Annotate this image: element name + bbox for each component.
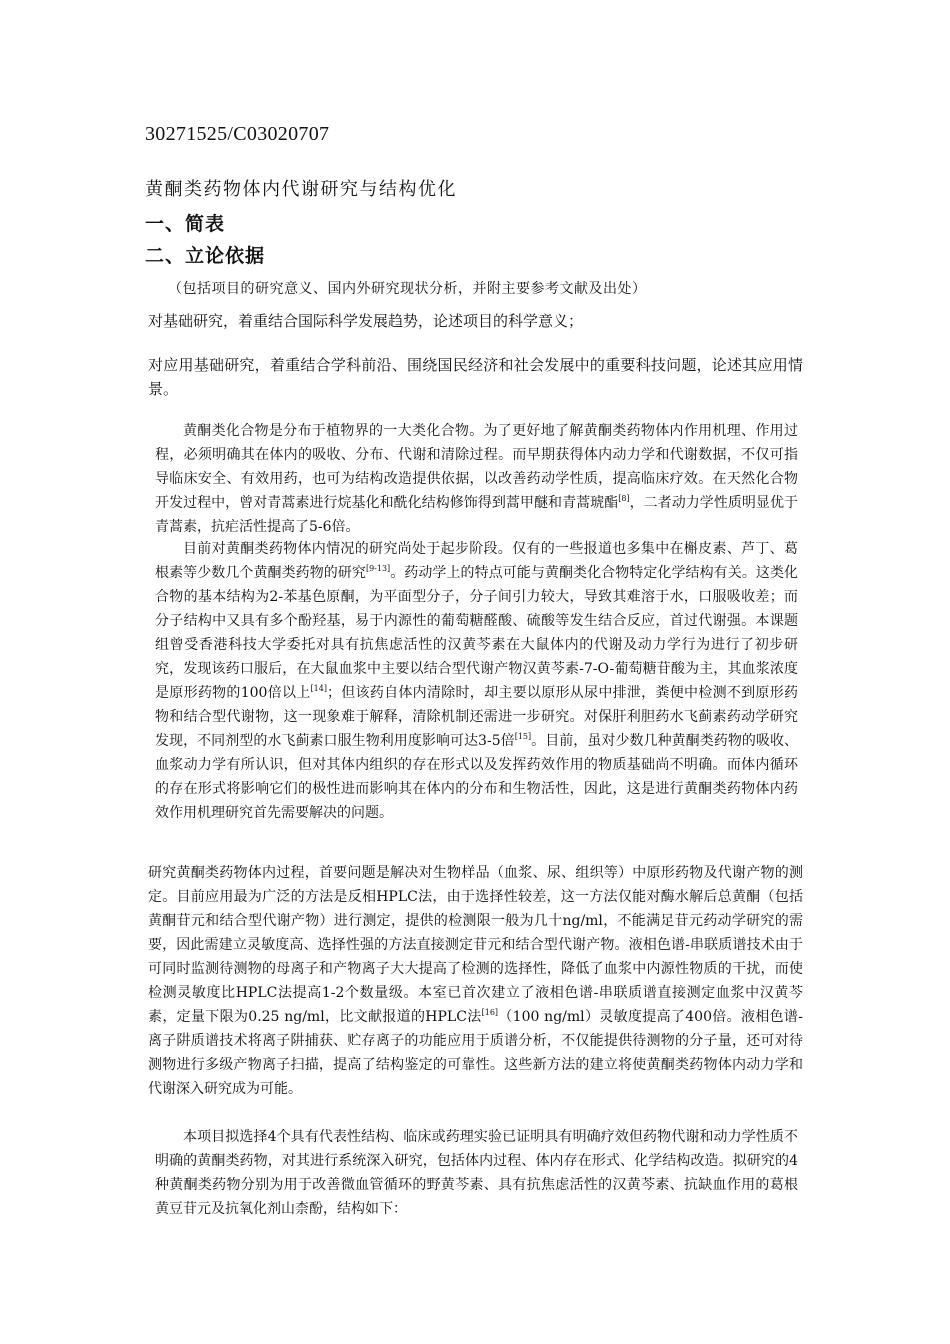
paragraph-3 [148, 861, 803, 1101]
paragraph-3-text-b: （100 ng/ml）灵敏度提高了400倍。液相色谱-离子阱质谱技术将离子阱捕获、贮存离子的功能应用于质谱分析，不仅能提供待测物的分子量，还可对待测物进行多级产物离子扫描，提高了结构鉴定的可靠性。这些新方法的建立将使黄酮类药物体内动力学和代谢深入研究成为可能。 [148, 1009, 803, 1097]
paragraph-1-text-b: ，二者动力学性质明显优于青蒿素，抗疟活性提高了5-6倍。 [155, 495, 799, 535]
paragraph-3-text-a: 研究黄酮类药物体内过程，首要问题是解决对生物样品（血浆、尿、组织等）中原形药物及代谢产物的测定。目前应用最为广泛的方法是反相HPLC法，由于选择性较差，这一方法仅能对酶水解后总黄酮（包括黄酮苷元和结合型代谢产物）进行测定，提供的检测限一般为几十ng/ml，不能满足苷元药动学研究的需要，因此需建立灵敏度高、选择性强的方法直接测定苷元和结合型代谢产物。液相色谱-串联质谱技术由于可同时监测待测物的母离子和产物离子大大提高了检测的选择性，降低了血浆中内源性物质的干扰，而使检测灵敏度比HPLC法提高1-2个数量级。本室已首次建立了液相色谱-串联质谱直接测定血浆中汉黄芩素，定量下限为0.25 ng/ml，比文献报道的HPLC法 [148, 865, 803, 1025]
paragraph-2-text-c: ；但该药自体内清除时，却主要以原形从尿中排泄，粪便中检测不到原形药物和结合型代谢物，这一现象难于解释，清除机制还需进一步研究。对保肝利胆药水飞蓟素药动学研究发现，不同剂型的水飞蓟素口服生物利用度影响可达3-5倍 [155, 685, 798, 749]
citation-ref: [15] [514, 732, 532, 741]
paragraph-2-text-b: 。药动学上的特点可能与黄酮类化合物特定化学结构有关。这类化合物的基本结构为2-苯基色原酮，为平面型分子，分子间引力较大，导致其难溶于水，口服吸收差；而分子结构中又具有多个酚羟基，易于内源性的葡萄糖醛酸、硫酸等发生结合反应，首过代谢强。本课题组曾受香港科技大学委托对具有抗焦虑活性的汉黄芩素在大鼠体内的代谢及动力学行为进行了初步研究，发现该药口服后，在大鼠血浆中主要以结合型代谢产物汉黄芩素-7-O-葡萄糖苷酸为主，其血浆浓度是原形药物的100倍以上 [155, 565, 799, 701]
section-heading-rationale: 二、立论依据 [145, 245, 266, 267]
paragraph-2 [155, 537, 798, 825]
section-heading-summary: 一、简表 [145, 213, 226, 235]
guidance-basic [148, 309, 803, 333]
paragraph-2-text-a: 目前对黄酮类药物体内情况的研究尚处于起步阶段。仅有的一些报道也多集中在槲皮素、芦丁、葛根素等少数几个黄酮类药物的研究 [155, 541, 798, 581]
paragraph-4 [155, 1125, 798, 1221]
paragraph-1-text-a: 黄酮类化合物是分布于植物界的一大类化合物。为了更好地了解黄酮类药物体内作用机理、作用过程，必须明确其在体内的吸收、分布、代谢和清除过程。而早期获得体内动力学和代谢数据，不仅可指导临床安全、有效用药，也可为结构改造提供依据，以改善药动学性质，提高临床疗效。在天然化合物开发过程中，曾对青蒿素进行烷基化和酰化结构修饰得到蒿甲醚和青蒿琥酯 [155, 423, 798, 511]
guidance-basic-text: 对基础研究，着重结合国际科学发展趋势，论述项目的科学意义； [148, 312, 584, 330]
section-note: （包括项目的研究意义、国内外研究现状分析，并附主要参考文献及出处） [168, 281, 647, 297]
paragraph-4-text: 本项目拟选择4个具有代表性结构、临床或药理实验已证明具有明确疗效但药物代谢和动力学性质不明确的黄酮类药物，对其进行系统深入研究，包括体内过程、体内存在形式、化学结构改造。拟研究的4种黄酮类药物分别为用于改善微血管循环的野黄芩素、具有抗焦虑活性的汉黄芩素、抗缺血作用的葛根黄豆苷元及抗氧化剂山柰酚，结构如下： [155, 1129, 798, 1217]
paragraph-1 [155, 419, 798, 539]
document-id: 30271525/C03020707 [145, 123, 330, 145]
document-title: 黄酮类药物体内代谢研究与结构优化 [145, 179, 457, 200]
citation-ref: [14] [310, 684, 327, 693]
guidance-applied [148, 353, 803, 401]
guidance-applied-text: 对应用基础研究，着重结合学科前沿、围绕国民经济和社会发展中的重要科技问题，论述其应用情景。 [148, 356, 803, 398]
paragraph-2-text-d: 。目前，虽对少数几种黄酮类药物的吸收、血浆动力学有所认识，但对其体内组织的存在形式以及发挥药效作用的物质基础尚不明确。而体内循环的存在形式将影响它们的极性进而影响其在体内的分布和生物活性，因此，这是进行黄酮类药物体内药效作用机理研究首先需要解决的问题。 [155, 733, 799, 821]
citation-ref: [8] [618, 494, 630, 503]
citation-ref: [16] [481, 1008, 499, 1017]
citation-ref: [9-13] [365, 564, 391, 573]
